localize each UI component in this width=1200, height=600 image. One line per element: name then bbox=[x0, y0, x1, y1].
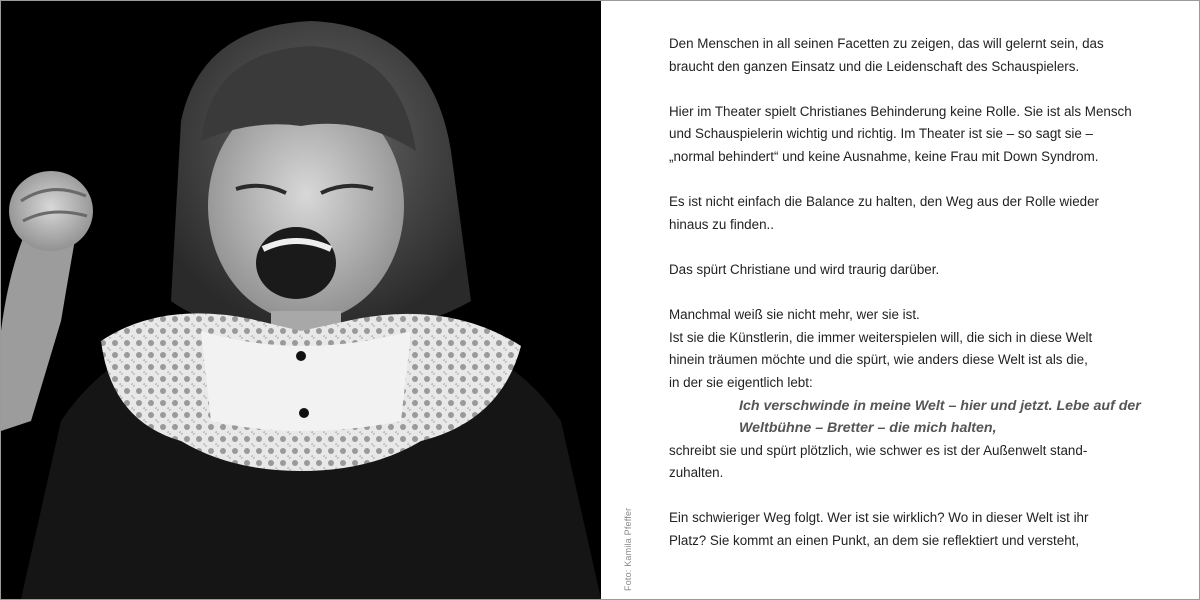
text-line: braucht den ganzen Einsatz und die Leidenschaft des Schauspielers. bbox=[669, 58, 1080, 74]
text-line: Ein schwieriger Weg folgt. Wer ist sie wirklich? Wo in dieser Welt ist ihr bbox=[669, 510, 1089, 526]
text-line: Ist sie die Künstlerin, die immer weiterspielen will, die sich in diese Welt bbox=[669, 329, 1093, 345]
text-line: schreibt sie und spürt plötzlich, wie schwer es ist der Außenwelt stand- bbox=[669, 442, 1088, 458]
paragraph-4 bbox=[669, 259, 1129, 282]
paragraph-7 bbox=[669, 507, 1129, 552]
quote-line: Ich verschwinde in meine Welt – hier und jetzt. Lebe auf der bbox=[739, 397, 1141, 414]
paragraph-5 bbox=[669, 304, 1129, 394]
text-line: Den Menschen in all seinen Facetten zu zeigen, das will gelernt sein, das bbox=[669, 36, 1104, 51]
text-line: Das spürt Christiane und wird traurig darüber. bbox=[669, 261, 940, 277]
text-line: Hier im Theater spielt Christianes Behinderung keine Rolle. Sie ist als Mensch bbox=[669, 103, 1132, 119]
paragraph-1 bbox=[669, 33, 1129, 78]
quote-line: Weltbühne – Bretter – die mich halten, bbox=[739, 420, 997, 437]
text-line: Manchmal weiß sie nicht mehr, wer sie ist. bbox=[669, 307, 920, 323]
text-line: „normal behindert“ und keine Ausnahme, keine Frau mit Down Syndrom. bbox=[669, 148, 1099, 164]
text-line: Platz? Sie kommt an einen Punkt, an dem sie reflektiert und versteht, bbox=[669, 533, 1080, 549]
text-line: und Schauspielerin wichtig und richtig. Im Theater ist sie – so sagt sie – bbox=[669, 126, 1094, 142]
paragraph-2 bbox=[669, 101, 1132, 169]
text-line: Es ist nicht einfach die Balance zu halten, den Weg aus der Rolle wieder bbox=[669, 194, 1099, 210]
photo-credit: Foto: Kamila Pfeffer bbox=[623, 507, 633, 591]
portrait-photo bbox=[1, 1, 601, 599]
paragraph-6 bbox=[669, 440, 1129, 485]
text-line: zuhalten. bbox=[669, 465, 724, 481]
text-line: in der sie eigentlich lebt: bbox=[669, 374, 813, 390]
quote-block bbox=[669, 395, 1141, 440]
paragraph-3 bbox=[669, 191, 1129, 236]
text-line: hinein träumen möchte und die spürt, wie anders diese Welt ist als die, bbox=[669, 352, 1088, 368]
portrait-illustration bbox=[1, 1, 601, 599]
text-line: hinaus zu finden.. bbox=[669, 216, 774, 232]
body-text bbox=[669, 33, 1141, 575]
